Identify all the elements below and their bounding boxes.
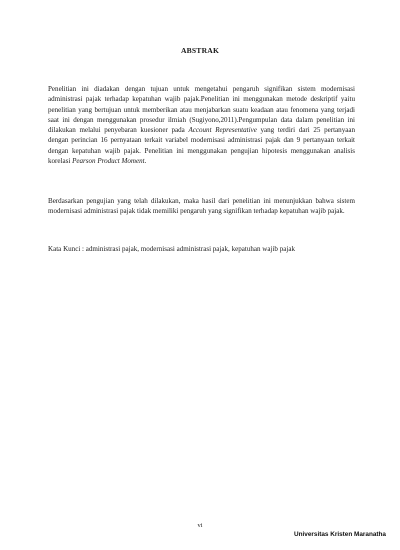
abstract-title: ABSTRAK: [180, 46, 220, 55]
keywords-line: Kata Kunci : administrasi pajak, modernisasi administrasi pajak, kepatuhan wajib pajak: [48, 245, 295, 253]
paragraph-1-italic-pearson: Pearson Product Moment: [72, 157, 145, 166]
paragraph-1-text-c: .: [144, 157, 147, 166]
paragraph-1-italic-account-representative: Account Representative: [188, 126, 257, 135]
abstract-paragraph-2: Berdasarkan pengujian yang telah dilakukan, maka hasil dari penelitian ini menunjukkan bahwa sistem modernisasi administrasi pajak tidak memiliki pengaruh yang signifikan terhadap kepatuhan wajib pajak.: [48, 197, 355, 216]
page-number: vi: [197, 522, 203, 529]
paragraph-1-text-b: yang terdiri dari 25 pertanyaan dengan perincian 16 pernyataan terkait variabel modernisasi administrasi pajak dan 9 pertanyaan terkait dengan kepatuhan wajib pajak. Penelitian ini menggunakan pengujian hipotesis menggunakan analisis korelasi: [48, 126, 356, 166]
abstract-paragraph-1: [48, 84, 355, 166]
paragraph-1-text-a: Penelitian ini diadakan dengan tujuan untuk mengetahui pengaruh signifikan sistem modernisasi administrasi pajak terhadap kepatuhan wajib pajak.Penelitian ini menggunakan metode deskriptif yaitu penelitian yang bertujuan untuk memberikan atau menjabarkan suatu keadaan atau fenomena yang terjadi saat ini dengan menggunakan prosedur ilmiah (Sugiyono,2011).Pengumpulan data dalam penelitian ini dilakukan melalui penyebaran kuesioner pada: [48, 85, 355, 135]
footer-institution-name: Universitas Kristen Maranatha: [294, 531, 386, 538]
